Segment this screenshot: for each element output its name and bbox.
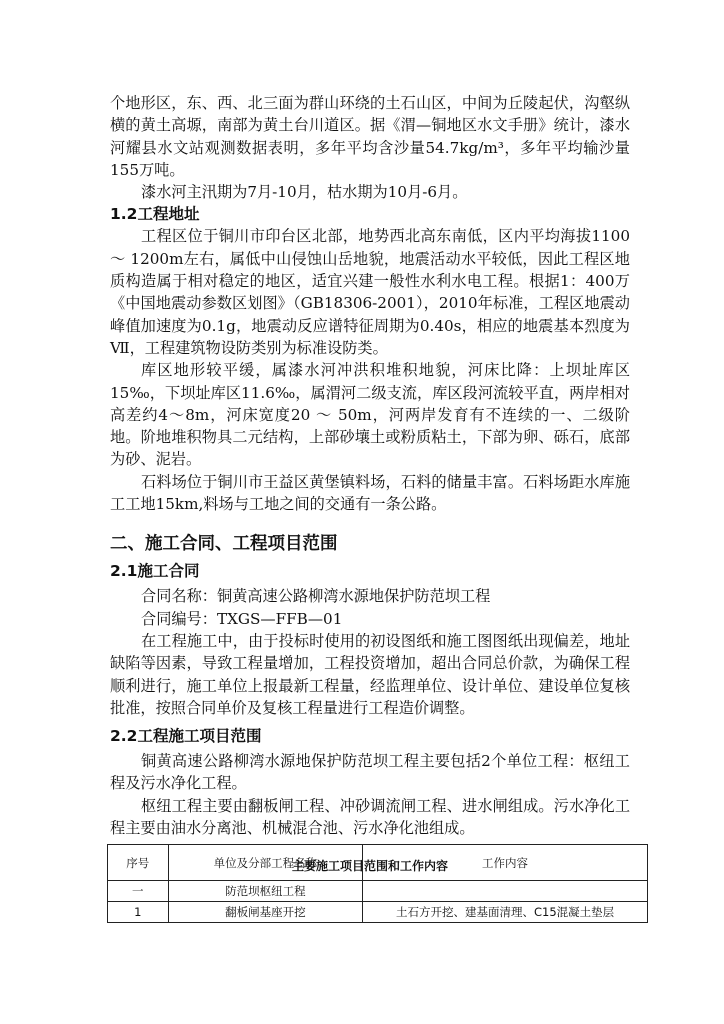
paragraph-scope-details: 枢纽工程主要由翻板闸工程、冲砂调流闸工程、进水闸组成。污水净化工程主要由油水分离池、机械混合池、污水净化池组成。 bbox=[110, 796, 630, 838]
heading-section-2: 二、施工合同、工程项目范围 bbox=[110, 534, 338, 555]
scope-table bbox=[107, 844, 648, 923]
heading-2-2: 2.2工程施工项目范围 bbox=[110, 727, 262, 746]
paragraph-contract-adjustment: 在工程施工中，由于投标时使用的初设图纸和施工图图纸出现偏差，地址缺陷等因素，导致工程量增加，工程投资增加，超出合同总价款，为确保工程顺利进行，施工单位上报最新工程量，经监理单位、设计单位、建设单位复核批准，按照合同单价及复核工程量进行工程造价调整。 bbox=[110, 631, 630, 717]
cell-number: 一 bbox=[108, 881, 169, 902]
contract-number: 合同编号：TXGS—FFB—01 bbox=[141, 609, 343, 628]
cell-work-content: 土石方开挖、建基面清理、C15混凝土垫层 bbox=[363, 902, 648, 923]
cell-number: 1 bbox=[108, 902, 169, 923]
cell-work-content bbox=[363, 881, 648, 902]
heading-1-2: 1.2工程地址 bbox=[110, 205, 200, 224]
contract-info bbox=[110, 585, 630, 630]
table-row bbox=[108, 902, 648, 923]
paragraph-scope-units: 铜黄高速公路柳湾水源地保护防范坝工程主要包括2个单位工程：枢纽工程及污水净化工程。 bbox=[110, 752, 630, 793]
col-header-unit-name: 单位及分部工程名称 bbox=[168, 845, 363, 881]
paragraph-quarry: 石料场位于铜川市王益区黄堡镇料场，石料的储量丰富。石料场距水库施工工地15km,料场与工地之间的交通有一条公路。 bbox=[110, 472, 630, 514]
table-header-row bbox=[108, 845, 648, 881]
table-row bbox=[108, 881, 648, 902]
paragraph-project-location: 工程区位于铜川市印台区北部，地势西北高东南低，区内平均海拔1100 ～ 1200m左右，属低中山侵蚀山岳地貌，地震活动水平较低，因此工程区地质构造属于相对稳定的地区，适宜兴建一般性水利水电工程。根据1：400万《中国地震动参数区划图》（GB18306-2001），2010年标准，工程区地震动峰值加速度为0.1g，地震动反应谱特征周期为0.40s，相应的地震基本烈度为Ⅶ，工程建筑物设防类别为标准设防类。 bbox=[110, 227, 630, 357]
col-header-number: 序号 bbox=[108, 845, 169, 881]
paragraph-terrain: 个地形区，东、西、北三面为群山环绕的土石山区，中间为丘陵起伏，沟壑纵横的黄土高塬，南部为黄土台川道区。据《渭—铜地区水文手册》统计，漆水河耀县水文站观测数据表明，多年平均含沙量54.7kg/m³，多年平均输沙量155万吨。 bbox=[110, 94, 630, 179]
heading-2-1: 2.1施工合同 bbox=[110, 562, 200, 581]
contract-name: 合同名称：铜黄高速公路柳湾水源地保护防范坝工程 bbox=[141, 587, 491, 606]
document-body bbox=[110, 92, 630, 892]
cell-unit-name: 翻板闸基座开挖 bbox=[168, 902, 363, 923]
cell-unit-name: 防范坝枢纽工程 bbox=[168, 881, 363, 902]
paragraph-flood-season: 漆水河主汛期为7月-10月，枯水期为10月-6月。 bbox=[141, 183, 468, 202]
paragraph-reservoir-terrain: 库区地形较平缓，属漆水河冲洪积堆积地貌，河床比降：上坝址库区15‰，下坝址库区11.6‰，属渭河二级支流，库区段河流较平直，两岸相对高差约4～8m，河床宽度20 ～ 50m，河两岸发育有不连续的一、二级阶地。阶地堆积物具二元结构，上部砂壤土或粉质粘土，下部为卵、砾石，底部为砂、泥岩。 bbox=[110, 361, 630, 469]
table-caption: 主要施工项目范围和工作内容 bbox=[291, 859, 448, 874]
col-header-work-content: 工作内容 bbox=[363, 845, 648, 881]
